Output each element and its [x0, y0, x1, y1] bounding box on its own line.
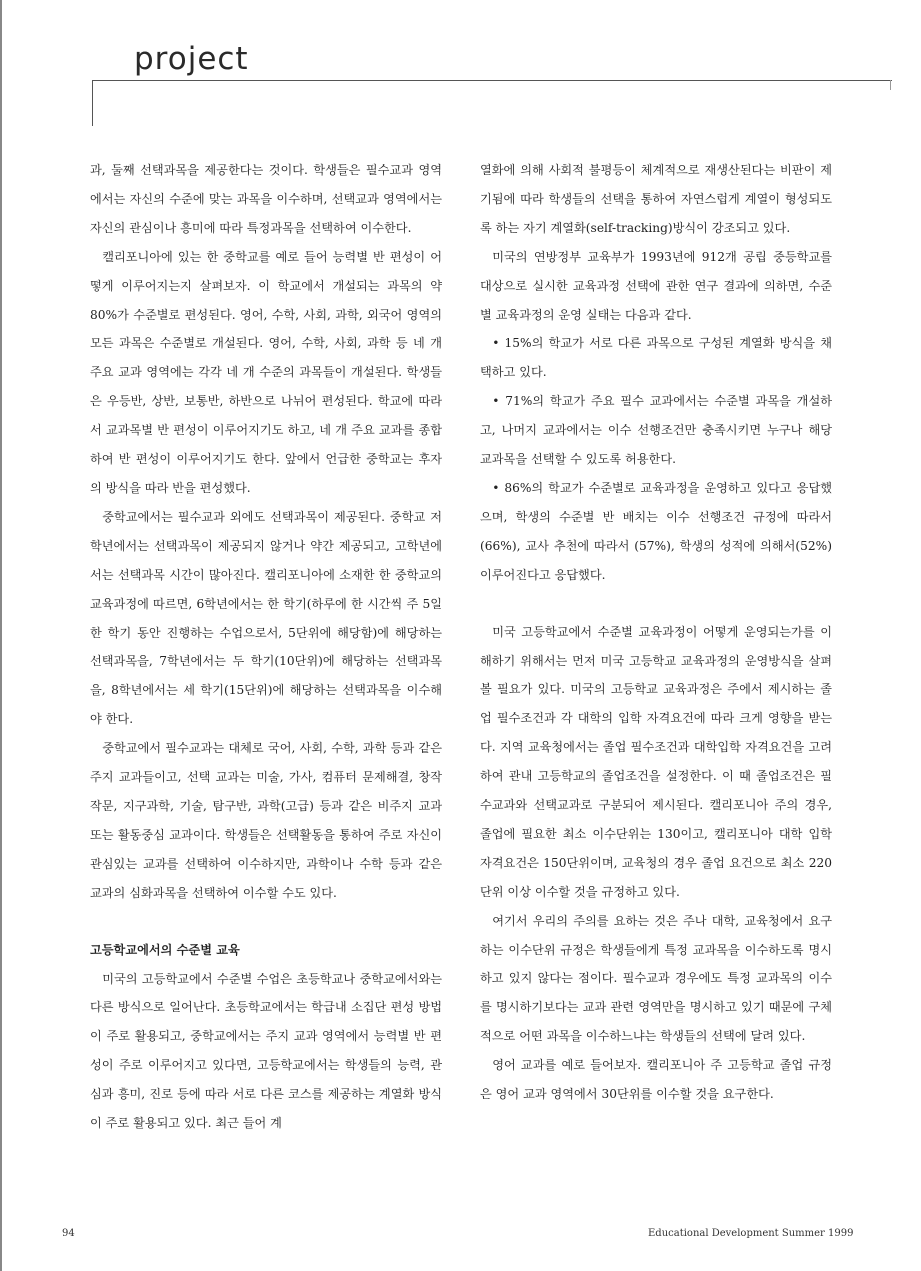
paragraph: 중학교에서 필수교과는 대체로 국어, 사회, 수학, 과학 등과 같은 주지 교과들이고, 선택 교과는 미술, 가사, 컴퓨터 문제해결, 창작작문, 지구과학, 기술, 탐구반, 과학(고급) 등과 같은 비주지 교과 또는 활동중심 교과이다. 학생들은 선택활동을 통하여 주로 자신이 관심있는 교과를 선택하여 이수하지만, 과학이나 수학 등과 같은 교과의 심화과목을 선택하여 이수할 수도 있다. — [90, 741, 442, 900]
paragraph: 과, 둘째 선택과목을 제공한다는 것이다. 학생들은 필수교과 영역에서는 자신의 수준에 맞는 과목을 이수하며, 선택교과 영역에서는 자신의 관심이나 흥미에 따라 특정과목을 선택하여 이수한다. — [90, 163, 442, 235]
header-rule-vertical — [92, 80, 93, 126]
spacer — [480, 590, 832, 618]
paragraph: 여기서 우리의 주의를 요하는 것은 주나 대학, 교육청에서 요구하는 이수단위 규정은 학생들에게 특정 교과목을 이수하도록 명시하고 있지 않다는 점이다. 필수교과 경우에도 특정 교과목의 이수를 명시하기보다는 교과 관련 영역만을 명시하고 있기 때문에 구체적으로 어떤 과목을 이수하느냐는 학생들의 선택에 달려 있다. — [480, 913, 832, 1044]
bullet-item: • 71%의 학교가 주요 필수 교과에서는 수준별 과목을 개설하고, 나머지 교과에서는 이수 선행조건만 충족시키면 누구나 해당 교과목을 선택할 수 있도록 허용한다. — [480, 394, 832, 467]
bullet-item: • 15%의 학교가 서로 다른 과목으로 구성된 계열화 방식을 채택하고 있다. — [480, 336, 832, 380]
spacer — [90, 908, 442, 936]
paragraph: 영어 교과를 예로 들어보자. 캘리포니아 주 고등학교 졸업 규정은 영어 교과 영역에서 30단위를 이수할 것을 요구한다. — [480, 1058, 832, 1102]
bullet-item: • 86%의 학교가 수준별로 교육과정을 운영하고 있다고 응답했으며, 학생의 수준별 반 배치는 이수 선행조건 규정에 따라서(66%), 교사 추천에 따라서 (57%), 학생의 성적에 의해서(52%) 이루어진다고 응답했다. — [480, 480, 832, 582]
paragraph: 중학교에서는 필수교과 외에도 선택과목이 제공된다. 중학교 저학년에서는 선택과목이 제공되지 않거나 약간 제공되고, 고학년에서는 선택과목 시간이 많아진다. 캘리포니아에 소재한 한 중학교의 교육과정에 따르면, 6학년에서는 한 학기(하루에 한 시간씩 주 5일 한 학기 동안 진행하는 수업으로서, 5단위에 해당함)에 해당하는 선택과목을, 7학년에서는 두 학기(10단위)에 해당하는 선택과목을, 8학년에서는 세 학기(15단위)에 해당하는 선택과목을 이수해야 한다. — [90, 509, 442, 727]
section-heading: 고등학교에서의 수준별 교육 — [90, 942, 240, 957]
section-title: project — [134, 41, 249, 77]
header-rule — [92, 80, 892, 81]
left-column — [90, 156, 442, 1138]
paragraph: 미국의 연방정부 교육부가 1993년에 912개 공립 중등학교를 대상으로 실시한 교육과정 선택에 관한 연구 결과에 의하면, 수준별 교육과정의 운영 실태는 다음과 같다. — [480, 249, 832, 322]
page-edge — [0, 0, 2, 1271]
paragraph: 미국의 고등학교에서 수준별 수업은 초등학교나 중학교에서와는 다른 방식으로 일어난다. 초등학교에서는 학급내 소집단 편성 방법이 주로 활용되고, 중학교에서는 주지 교과 영역에서 능력별 반 편성이 주로 이루어지고 있다면, 고등학교에서는 학생들의 능력, 관심과 흥미, 진로 등에 따라 서로 다른 코스를 제공하는 계열화 방식이 주로 활용되고 있다. 최근 들어 계 — [90, 971, 442, 1131]
paragraph: 캘리포니아에 있는 한 중학교를 예로 들어 능력별 반 편성이 어떻게 이루어지는지 살펴보자. 이 학교에서 개설되는 과목의 약 80%가 수준별로 편성된다. 영어, 수학, 사회, 과학, 외국어 영역의 모든 과목은 수준별로 개설된다. 영어, 수학, 사회, 과학 등 네 개 주요 교과 영역에는 각각 네 개 수준의 과목들이 개설된다. 학생들은 우등반, 상반, 보통반, 하반으로 나뉘어 편성된다. 학교에 따라서 교과목별 반 편성이 이루어지기도 하고, 네 개 주요 교과를 종합하여 반 편성이 이루어지기도 한다. 앞에서 언급한 중학교는 후자의 방식을 따라 반을 편성했다. — [90, 249, 442, 495]
right-column — [480, 156, 832, 1109]
header-rule-tick — [890, 80, 891, 90]
paragraph: 미국 고등학교에서 수준별 교육과정이 어떻게 운영되는가를 이해하기 위해서는 먼저 미국 고등학교 교육과정의 운영방식을 살펴볼 필요가 있다. 미국의 고등학교 교육과정은 주에서 제시하는 졸업 필수조건과 각 대학의 입학 자격요건에 따라 크게 영향을 받는다. 지역 교육청에서는 졸업 필수조건과 대학입학 자격요건을 고려하여 관내 고등학교의 졸업조건을 설정한다. 이 때 졸업조건은 필수교과와 선택교과로 구분되어 제시된다. 캘리포니아 주의 경우, 졸업에 필요한 최소 이수단위는 130이고, 캘리포니아 대학 입학 자격요건은 150단위이며, 교육청의 경우 졸업 요건으로 최소 220단위 이상 이수할 것을 규정하고 있다. — [480, 624, 832, 899]
paragraph: 열화에 의해 사회적 불평등이 체계적으로 재생산된다는 비판이 제기됨에 따라 학생들의 선택을 통하여 자연스럽게 계열이 형성되도록 하는 자기 계열화(self-tracking)방식이 강조되고 있다. — [480, 163, 832, 235]
publication-footer: Educational Development Summer 1999 — [648, 1228, 854, 1239]
page-number: 94 — [62, 1228, 75, 1239]
